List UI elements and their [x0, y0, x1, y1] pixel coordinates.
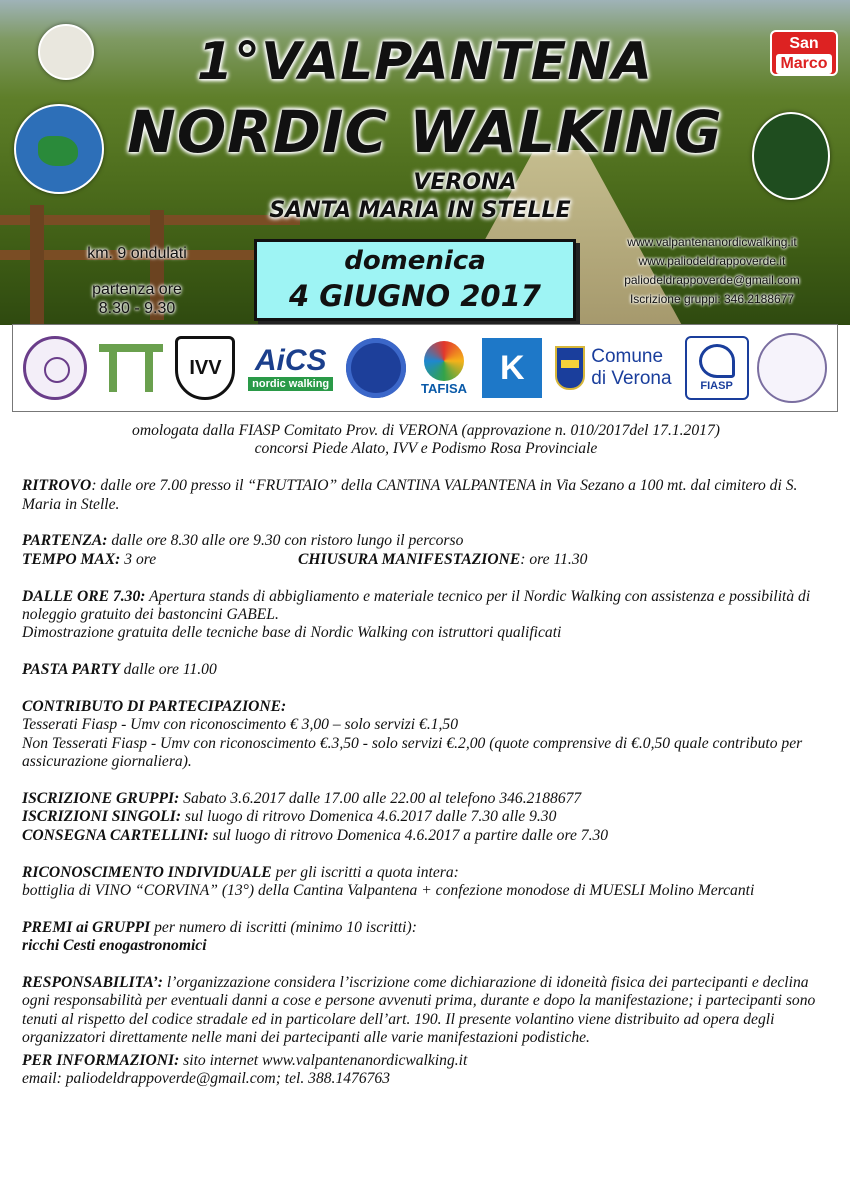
dalle-ore-section: DALLE ORE 7.30: Apertura stands di abbigliamento e materiale tecnico per il Nordic Walking con assistenza e possibilità di noleggio gratuito dei bastoncini GABEL. [22, 587, 811, 624]
distance-label: km. 9 ondulati [87, 245, 187, 262]
comune-verona-logo: Comune di Verona [550, 336, 676, 400]
contributo-non-tesserati: Non Tesserati Fiasp - Umv con riconoscimento €.3,50 - solo servizi €.2,00 (quote comprensive di €.0,50 quale contributo per assicurazione giornaliera). [22, 734, 803, 771]
premi-detail: ricchi Cesti enogastronomici [22, 937, 207, 955]
european-federation-logo [346, 338, 406, 398]
event-date-box [254, 239, 576, 321]
partenza-section: PARTENZA: dalle ore 8.30 alle ore 9.30 con ristoro lungo il percorso [22, 532, 464, 550]
email-phone-line: email: paliodeldrappoverde@gmail.com; tel. 388.1476763 [22, 1070, 391, 1088]
ritrovo-section: RITROVO: dalle ore 7.00 presso il “FRUTTAIO” della CANTINA VALPANTENA in Via Sezano a 100 mt. dal cimitero di S. Maria in Stelle. [22, 477, 798, 513]
title-line2: NORDIC WALKING [127, 98, 723, 166]
date-full: 4 GIUGNO 2017 [289, 279, 541, 313]
contributo-heading: CONTRIBUTO DI PARTECIPAZIONE: [22, 698, 287, 716]
fence-post [30, 205, 44, 325]
start-time-info [62, 280, 212, 318]
premi-section: PREMI ai GRUPPI per numero di iscritti (minimo 10 iscritti): [22, 918, 417, 936]
start-times: 8.30 - 9.30 [98, 300, 176, 317]
intro-line1: omologata dalla FIASP Comitato Prov. di VERONA (approvazione n. 010/2017del 17.1.2017) [132, 422, 720, 439]
informazioni-section: PER INFORMAZIONI: sito internet www.valpantenanordicwalking.it [22, 1051, 468, 1069]
intro-line2: concorsi Piede Alato, IVV e Podismo Rosa Provinciale [254, 440, 598, 458]
header-banner [0, 0, 850, 325]
nordic-walking-k-logo: K [482, 338, 542, 398]
ivv-logo: IVV [175, 336, 235, 400]
title-line1: 1°VALPANTENA [196, 32, 654, 92]
pasta-party-section: PASTA PARTY dalle ore 11.00 [22, 661, 217, 679]
accademia-logo [95, 336, 167, 400]
contributo-tesserati: Tesserati Fiasp - Umv con riconoscimento € 3,00 – solo servizi €.1,50 [22, 716, 459, 734]
iscrizioni-singoli: ISCRIZIONI SINGOLI: sul luogo di ritrovo Domenica 4.6.2017 dalle 7.30 alle 9.30 [22, 808, 557, 826]
tafisa-logo: TAFISA [414, 336, 474, 400]
aics-logo: AiCS nordic walking [244, 340, 338, 396]
riconoscimento-section: RICONOSCIMENTO INDIVIDUALE per gli iscritti a quota intera: [22, 863, 459, 881]
place-name: SANTA MARIA IN STELLE [269, 198, 571, 223]
sanmarco-sponsor-logo: San Marco [770, 30, 838, 76]
pellegrini-logo [23, 336, 87, 400]
city-name: VERONA [413, 170, 517, 195]
email-link[interactable]: paliodeldrappoverde@gmail.com [624, 273, 800, 287]
tempo-chiusura-row: TEMPO MAX: 3 ore CHIUSURA MANIFESTAZIONE: ore 11.30 [22, 550, 588, 568]
demo-line: Dimostrazione gratuita delle tecniche base di Nordic Walking con istruttori qualificati [22, 624, 562, 642]
palio-website-link[interactable]: www.paliodeldrappoverde.it [638, 254, 786, 268]
fiasp-logo: FIASP [685, 336, 749, 400]
contact-links [602, 233, 822, 309]
walkers-association-logo [757, 333, 827, 403]
responsabilita-section: RESPONSABILITA’: l’organizzazione considera l’iscrizione come dichiarazione di idoneità fisica dei partecipanti e declina ogni responsabilità per eventuali danni a cose e persone avvenuti prima, durante e dopo la manifestazione; i partecipanti sono tenuti al rispetto del codice stradale ed in particolare dell’art. 190. Il presente volantino viene distribuito ad opera degli organizzatori direttamente nelle mani dei partecipanti alle varie manifestazioni podistiche. [22, 974, 816, 1047]
consegna-cartellini: CONSEGNA CARTELLINI: sul luogo di ritrovo Domenica 4.6.2017 a partire dalle ore 7.30 [22, 826, 609, 844]
flyer-body-text [22, 422, 830, 1088]
group-registration-phone: Iscrizione gruppi: 346.2188677 [629, 292, 795, 306]
website-link[interactable]: www.valpantenanordicwalking.it [627, 235, 797, 249]
date-day: domenica [344, 246, 486, 276]
start-label: partenza ore [92, 281, 182, 298]
iscrizione-gruppi: ISCRIZIONE GRUPPI: Sabato 3.6.2017 dalle 17.00 alle 22.00 al telefono 346.2188677 [22, 790, 582, 808]
verona-shield-icon [555, 346, 585, 390]
partner-logo-strip [12, 324, 838, 412]
riconoscimento-detail: bottiglia di VINO “CORVINA” (13°) della Cantina Valpantena + confezione monodose di MUESLI Molino Mercanti [22, 882, 755, 900]
